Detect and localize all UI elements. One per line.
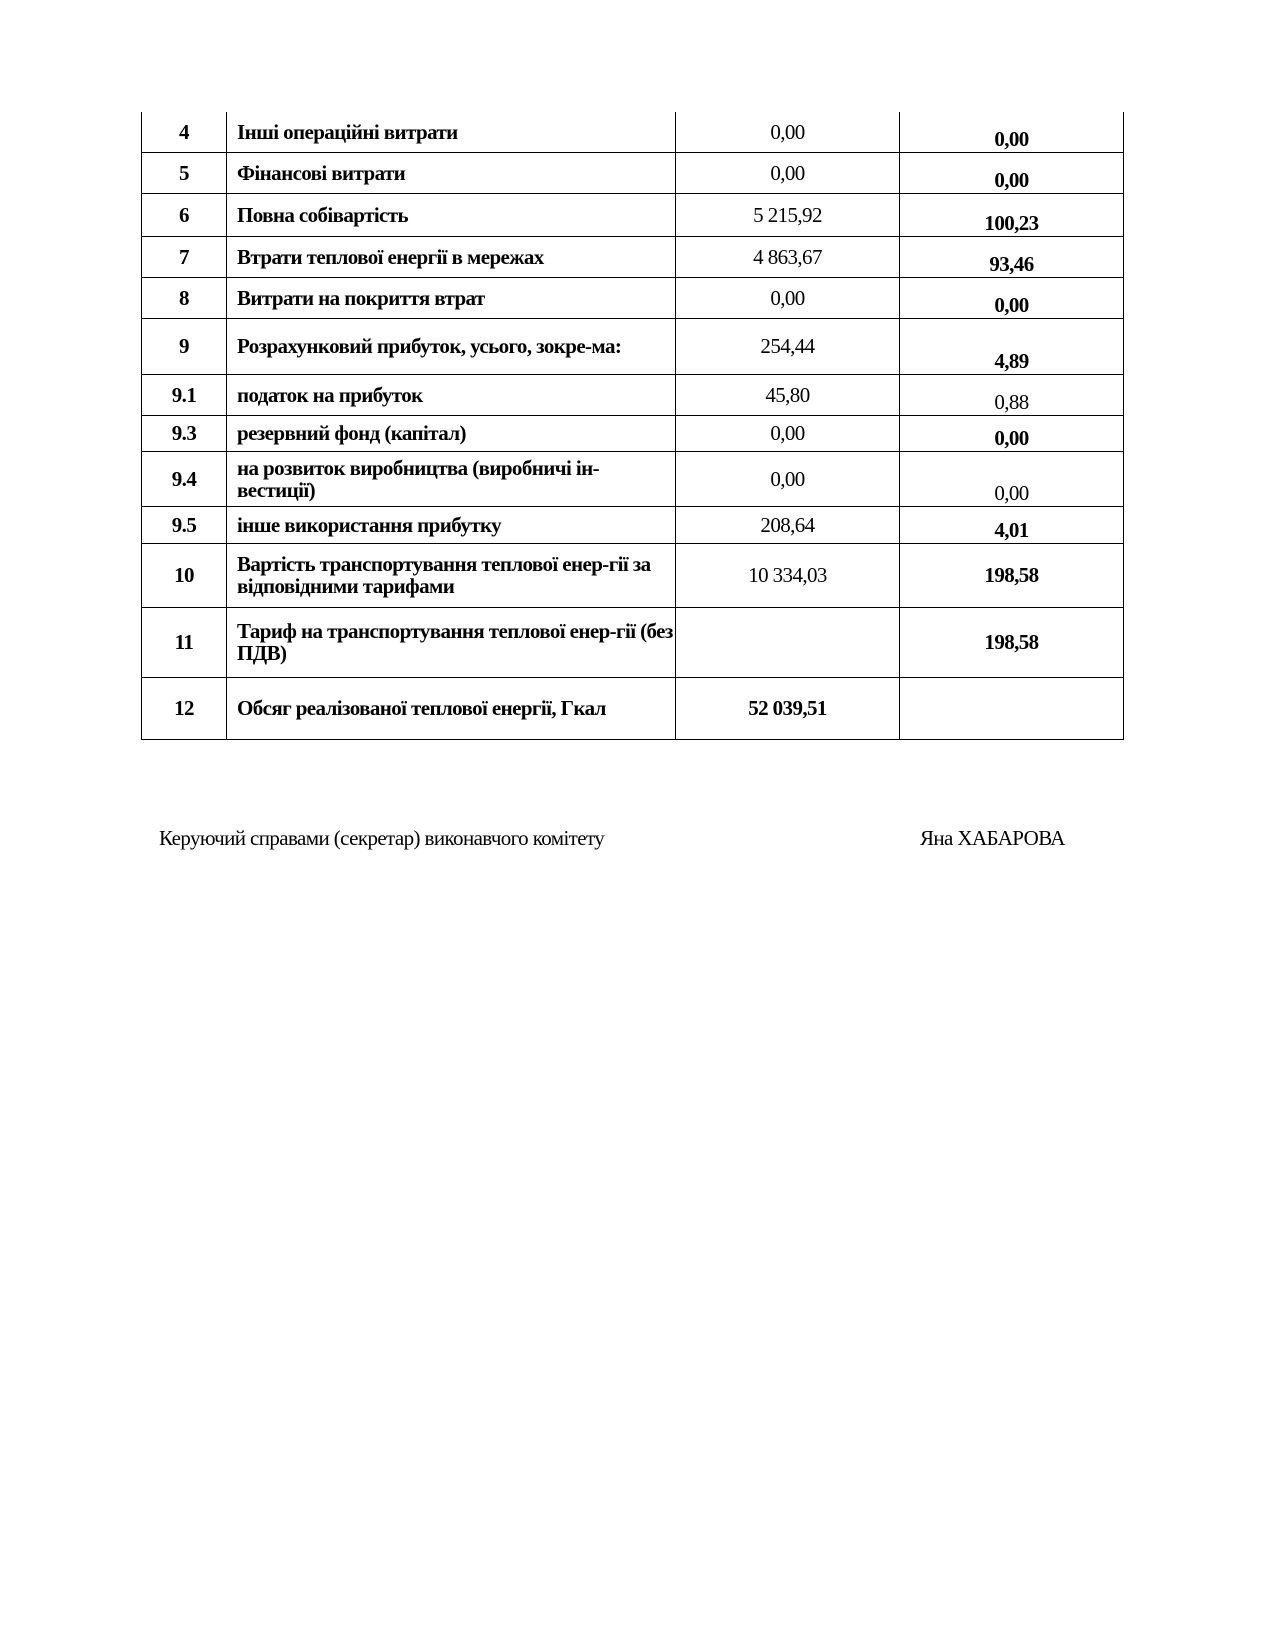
row-label: інше використання прибутку bbox=[227, 506, 676, 543]
row-number: 9.4 bbox=[142, 451, 227, 506]
row-value: 0,00 bbox=[676, 415, 900, 451]
row-per-unit: 93,46 bbox=[900, 236, 1124, 277]
row-value: 208,64 bbox=[676, 506, 900, 543]
row-label: Фінансові витрати bbox=[227, 152, 676, 193]
row-value: 5 215,92 bbox=[676, 193, 900, 236]
row-number: 8 bbox=[142, 277, 227, 318]
row-value: 45,80 bbox=[676, 374, 900, 415]
row-per-unit: 4,89 bbox=[900, 318, 1124, 374]
table-row bbox=[142, 277, 1124, 318]
row-number: 9.1 bbox=[142, 374, 227, 415]
row-label: Розрахунковий прибуток, усього, зокре-ма: bbox=[227, 318, 676, 374]
table-row bbox=[142, 543, 1124, 607]
table-row bbox=[142, 152, 1124, 193]
row-value: 10 334,03 bbox=[676, 543, 900, 607]
row-number: 9 bbox=[142, 318, 227, 374]
row-number: 6 bbox=[142, 193, 227, 236]
row-per-unit: 0,00 bbox=[900, 152, 1124, 193]
row-number: 9.5 bbox=[142, 506, 227, 543]
signature-name: Яна ХАБАРОВА bbox=[920, 826, 1065, 850]
row-value: 0,00 bbox=[676, 451, 900, 506]
table-row bbox=[142, 451, 1124, 506]
row-label: Тариф на транспортування теплової енер-гії (без ПДВ) bbox=[227, 607, 676, 677]
table-row bbox=[142, 506, 1124, 543]
table-row bbox=[142, 677, 1124, 739]
row-value: 0,00 bbox=[676, 277, 900, 318]
table-row bbox=[142, 374, 1124, 415]
row-number: 10 bbox=[142, 543, 227, 607]
row-per-unit bbox=[900, 677, 1124, 739]
row-number: 11 bbox=[142, 607, 227, 677]
row-number: 7 bbox=[142, 236, 227, 277]
table-row bbox=[142, 236, 1124, 277]
table-row bbox=[142, 193, 1124, 236]
row-label: Витрати на покриття втрат bbox=[227, 277, 676, 318]
tariff-table bbox=[141, 112, 1124, 740]
row-value bbox=[676, 607, 900, 677]
row-per-unit: 198,58 bbox=[900, 543, 1124, 607]
table-row bbox=[142, 112, 1124, 152]
row-label: Інші операційні витрати bbox=[227, 112, 676, 152]
row-per-unit: 0,88 bbox=[900, 374, 1124, 415]
row-value: 0,00 bbox=[676, 152, 900, 193]
row-value: 254,44 bbox=[676, 318, 900, 374]
row-per-unit: 0,00 bbox=[900, 277, 1124, 318]
row-label: резервний фонд (капітал) bbox=[227, 415, 676, 451]
row-value: 0,00 bbox=[676, 112, 900, 152]
row-number: 5 bbox=[142, 152, 227, 193]
row-per-unit: 0,00 bbox=[900, 112, 1124, 152]
row-per-unit: 100,23 bbox=[900, 193, 1124, 236]
row-label: податок на прибуток bbox=[227, 374, 676, 415]
row-label: Втрати теплової енергії в мережах bbox=[227, 236, 676, 277]
row-label: на розвиток виробництва (виробничі ін-вестиції) bbox=[227, 451, 676, 506]
row-label: Обсяг реалізованої теплової енергії, Гкал bbox=[227, 677, 676, 739]
table-row bbox=[142, 415, 1124, 451]
row-per-unit: 0,00 bbox=[900, 451, 1124, 506]
table-row bbox=[142, 318, 1124, 374]
row-number: 4 bbox=[142, 112, 227, 152]
row-number: 12 bbox=[142, 677, 227, 739]
row-label: Повна собівартість bbox=[227, 193, 676, 236]
row-per-unit: 4,01 bbox=[900, 506, 1124, 543]
row-number: 9.3 bbox=[142, 415, 227, 451]
row-value: 52 039,51 bbox=[676, 677, 900, 739]
signature-position: Керуючий справами (секретар) виконавчого комітету bbox=[159, 826, 605, 850]
row-label: Вартість транспортування теплової енер-гії за відповідними тарифами bbox=[227, 543, 676, 607]
table-row bbox=[142, 607, 1124, 677]
row-per-unit: 198,58 bbox=[900, 607, 1124, 677]
row-per-unit: 0,00 bbox=[900, 415, 1124, 451]
row-value: 4 863,67 bbox=[676, 236, 900, 277]
